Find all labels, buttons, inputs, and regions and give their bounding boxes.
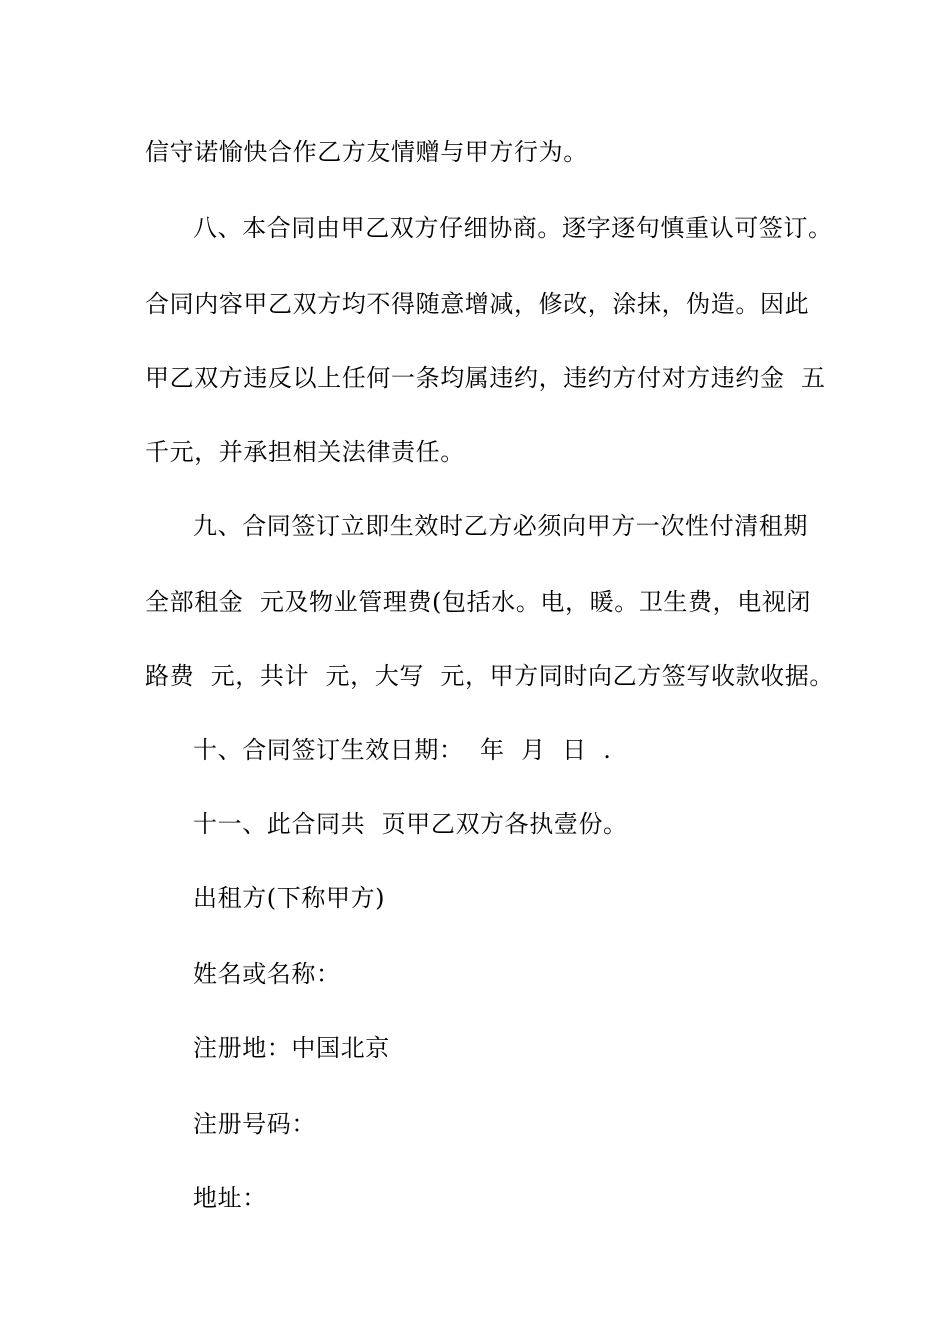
lessor-heading: 出租方(下称甲方) xyxy=(193,884,386,912)
text-line-clause-9: 九、合同签订立即生效时乙方必须向甲方一次性付清租期 xyxy=(193,512,808,540)
lessor-registration-number: 注册号码： xyxy=(193,1110,316,1138)
text-line-clause-8-cont: 甲乙双方违反以上任何一条均属违约，违约方付对方违约金 五 xyxy=(145,364,826,392)
lessor-name-field: 姓名或名称： xyxy=(193,960,341,988)
text-line-clause-11: 十一、此合同共 页甲乙双方各执壹份。 xyxy=(193,810,628,838)
text-line-clause-10: 十、合同签订生效日期： 年 月 日 . xyxy=(193,736,612,764)
text-line-clause-8: 八、本合同由甲乙双方仔细协商。逐字逐句慎重认可签订。 xyxy=(193,214,833,242)
lessor-registration-place: 注册地：中国北京 xyxy=(193,1034,390,1062)
text-line-clause-9-cont: 全部租金 元及物业管理费(包括水。电，暖。卫生费，电视闭 xyxy=(145,588,812,616)
text-line-clause-7-end: 信守诺愉快合作乙方友情赠与甲方行为。 xyxy=(145,138,588,166)
text-line-clause-8-cont: 合同内容甲乙双方均不得随意增减，修改，涂抹，伪造。因此 xyxy=(145,290,810,318)
text-line-clause-9-end: 路费 元，共计 元，大写 元，甲方同时向乙方签写收款收据。 xyxy=(145,662,834,690)
text-line-clause-8-end: 千元，并承担相关法律责任。 xyxy=(145,438,465,466)
lessor-address: 地址： xyxy=(193,1184,267,1212)
